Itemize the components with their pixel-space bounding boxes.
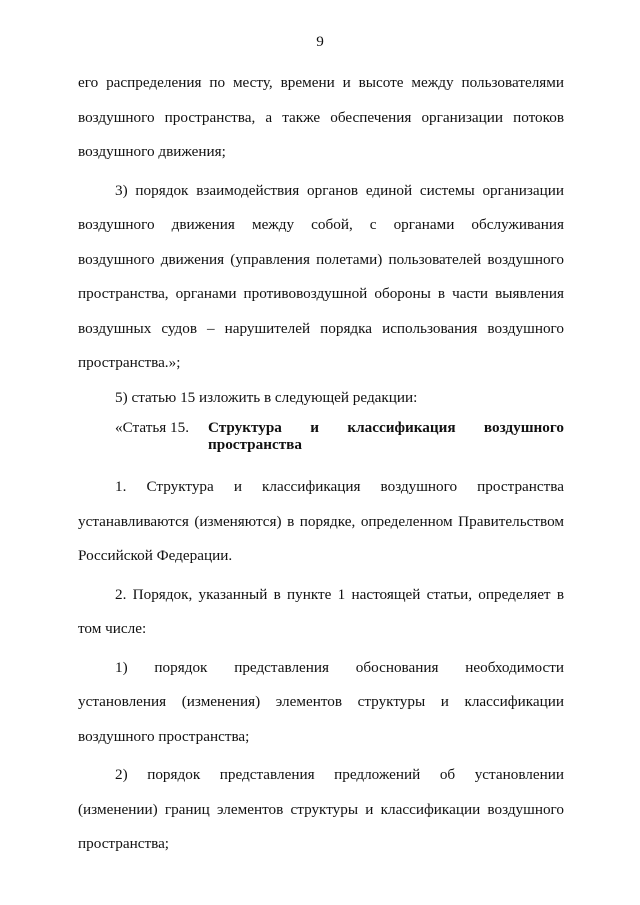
paragraph-clause-2: 2. Порядок, указанный в пункте 1 настоящей статьи, определяет в том числе: (78, 585, 564, 637)
paragraph-subitem-1: 1) порядок представления обоснования необходимости установления (изменения) элементов структуры и классификации воздушного пространства; (78, 658, 564, 745)
article-heading (78, 419, 564, 453)
document-body (78, 66, 564, 862)
paragraph-item-5: 5) статью 15 изложить в следующей редакции: (115, 388, 418, 406)
article-title-line: пространства (208, 436, 302, 453)
paragraph-clause-1: 1. Структура и классификация воздушного пространства устанавливаются (изменяются) в порядке, определенном Правительством Российской Федерации. (78, 478, 564, 564)
page-number: 9 (316, 33, 324, 50)
article-title-line: Структура и классификация воздушного (208, 419, 564, 436)
paragraph-subitem-2: 2) порядок представления предложений об установлении (изменении) границ элементов структуры и классификации воздушного пространства; (78, 766, 564, 852)
paragraph-airspace-distribution: его распределения по месту, времени и высоте между пользователями воздушного пространства, а также обеспечения организации потоков воздушного движения; (78, 74, 564, 160)
paragraph-item-3: 3) порядок взаимодействия органов единой системы организации воздушного движения между собой, с органами обслуживания воздушного движения (управления полетами) пользователей воздушного пространства, органами противовоздушной обороны в части выявления воздушных судов – нарушителей порядка использования воздушного пространства.»; (78, 181, 564, 371)
article-label: «Статья 15. (115, 419, 190, 436)
article-title (208, 419, 564, 453)
